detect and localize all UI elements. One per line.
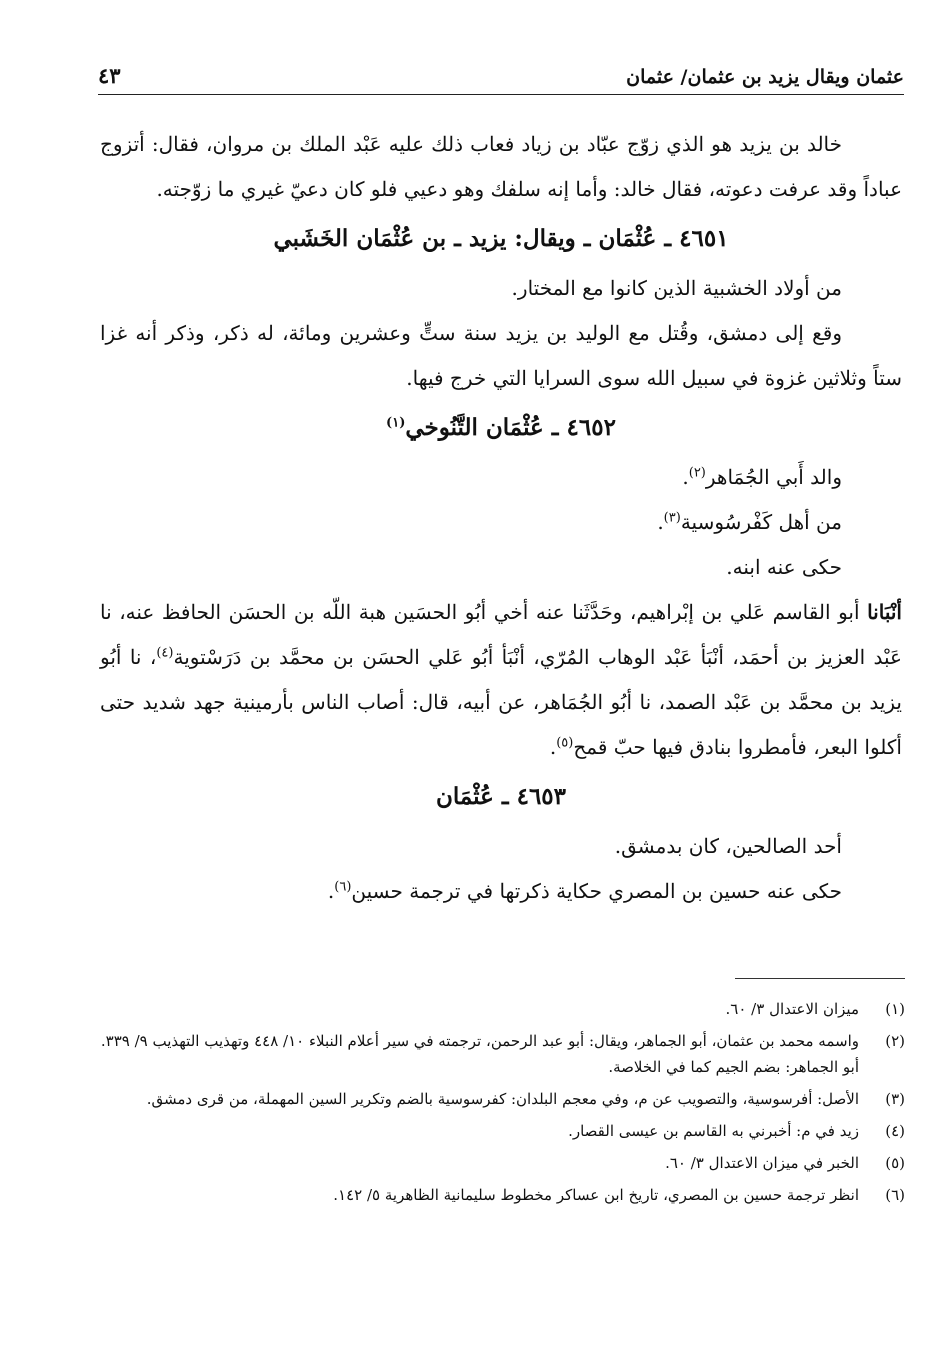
paragraph: حكى عنه ابنه.	[726, 555, 842, 579]
footnote-ref: (٥)	[556, 735, 574, 751]
footnote	[100, 996, 905, 1022]
footnote-number: (٢)	[885, 1032, 905, 1050]
footnote-ref: (١)	[386, 415, 406, 431]
heading-text: ٤٦٥٢ ـ عُثْمَان التَّنُوخي	[405, 414, 616, 441]
main-text	[100, 122, 902, 914]
narration-keyword: أنْبَانا	[867, 600, 902, 624]
footnote-body	[100, 1028, 859, 1080]
footnote	[100, 1118, 905, 1144]
paragraph-end: .	[682, 465, 689, 489]
page-header	[98, 58, 904, 95]
footnote-number: (٦)	[885, 1186, 905, 1204]
footnotes-section	[100, 996, 905, 1214]
entry-heading-4653: ٤٦٥٣ ـ عُثْمَان	[435, 783, 567, 810]
paragraph: من أولاد الخشبية الذين كانوا مع المختار.	[511, 276, 842, 300]
paragraph-end: .	[549, 735, 557, 759]
footnote-text: زيد في م: أخبرني به القاسم بن عيسى القصار.	[568, 1122, 859, 1140]
footnote-text: واسمه محمد بن عثمان، أبو الجماهر، ويقال: أبو عبد الرحمن، ترجمته في سير أعلام النبلاء ١٠/ ٤٤٨ وتهذيب التهذيب ٩/ ٣٣٩.	[100, 1032, 859, 1050]
footnote-ref: (٤)	[156, 645, 174, 661]
entry-heading-4651: ٤٦٥١ ـ عُثْمَان ـ ويقال: يزيد ـ بن عُثْمَان الخَشَبي	[273, 225, 729, 252]
footnote-continuation: أبو الجماهر: بضم الجيم كما في الخلاصة.	[608, 1058, 859, 1076]
footnote-number: (٣)	[885, 1090, 905, 1108]
paragraph-end: .	[327, 879, 335, 903]
paragraph-text: من أهل كَفْرسُوسية	[680, 510, 842, 534]
paragraph	[100, 500, 902, 545]
footnote	[100, 1182, 905, 1208]
footnote-ref: (٣)	[663, 510, 681, 526]
footnote-text: ميزان الاعتدال ٣/ ٦٠.	[725, 1000, 859, 1018]
entry-heading-4652	[100, 401, 902, 455]
isnad-paragraph	[100, 590, 902, 770]
footnote-number: (٤)	[885, 1122, 905, 1140]
paragraph-continuation: خالد بن يزيد هو الذي زوّج عبّاد بن زياد فعاب ذلك عليه عَبْد الملك بن مروان، فقال: أتزوج عباداً وقد عرفت دعوته، فقال خالد: وأما إنه سلفك وهو دعيي فلو كان دعيّ غيري ما زوّجته.	[100, 132, 902, 201]
footnote-text: الأصل: أفرسوسية، والتصويب عن م، وفي معجم البلدان: كفرسوسية بالضم وتكرير السين المهملة، من قرى دمشق.	[146, 1090, 859, 1108]
running-title: عثمان ويقال يزيد بن عثمان/ عثمان	[626, 66, 904, 88]
footnote-text: الخبر في ميزان الاعتدال ٣/ ٦٠.	[665, 1154, 859, 1172]
footnote-divider	[735, 978, 905, 979]
paragraph: وقع إلى دمشق، وقُتل مع الوليد بن يزيد سنة ستٍّ وعشرين ومائة، له ذكر، وذكر أنه غزا ستاً وثلاثين غزوة في سبيل الله سوى السرايا التي خرج فيها.	[100, 321, 902, 390]
footnote-text: انظر ترجمة حسين بن المصري، تاريخ ابن عساكر مخطوط سليمانية الظاهرية ٥/ ١٤٢.	[333, 1186, 859, 1204]
footnote-number: (٥)	[885, 1154, 905, 1172]
paragraph: أحد الصالحين، كان بدمشق.	[614, 834, 842, 858]
paragraph-text: حكى عنه حسين بن المصري حكاية ذكرتها في ترجمة حسين	[351, 879, 842, 903]
footnote-number: (١)	[885, 1000, 905, 1018]
footnote	[100, 1150, 905, 1176]
footnote	[100, 1086, 905, 1112]
footnote-ref: (٦)	[334, 879, 352, 895]
footnote-ref: (٢)	[688, 465, 706, 481]
paragraph	[100, 455, 902, 500]
paragraph-end: .	[657, 510, 664, 534]
paragraph-text: ، نا أبُو يزيد بن محمَّد بن عَبْد الصمد، نا أبُو الجُمَاهر، عن أبيه، قال: أصاب الناس بأرمينية جهد شديد حتى أكلوا البعر، فأمطروا بنادق فيها حبّ قمح	[100, 645, 902, 759]
paragraph-text: أبو القاسم عَلي بن إبْراهيم، وحَدَّثَنا عنه أخي أبُو الحسَين هبة اللّه بن الحسَن الحافظ عنه، نا عَبْد العزيز بن أحمَد، أنْبَأ عَبْد الوهاب المُرّي، أنْبَأ أبُو عَلي الحسَن بن محمَّد بن دَرَسْتوية	[100, 600, 902, 669]
paragraph	[100, 869, 902, 914]
page-number: ٤٣	[98, 63, 121, 88]
footnote	[100, 1028, 905, 1080]
paragraph-text: والد أَبي الجُمَاهر	[705, 465, 842, 489]
